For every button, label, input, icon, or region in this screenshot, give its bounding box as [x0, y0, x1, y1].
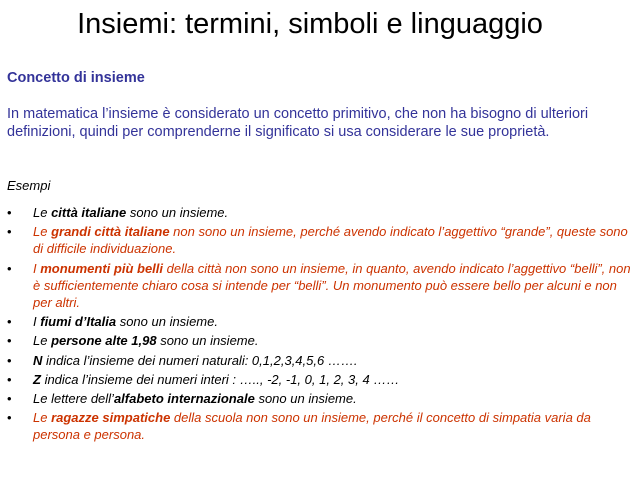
example-text: I [33, 314, 41, 330]
examples-list [7, 204, 632, 446]
example-item [7, 313, 632, 330]
example-term: città italiane [51, 205, 127, 220]
bullet-icon: • [7, 410, 12, 426]
bullet-icon: • [7, 205, 12, 220]
bullet-icon: • [7, 224, 12, 240]
example-text: I [33, 260, 41, 276]
bullet-icon: • [7, 391, 12, 407]
example-item [7, 352, 632, 369]
section-heading: Concetto di insieme [7, 70, 145, 86]
example-item [7, 390, 632, 407]
example-text: sono un insieme. [116, 314, 218, 330]
example-text: non sono un insieme, perché avendo indicato l’aggettivo “grande”, queste sono di difficile individuazione. [33, 224, 628, 257]
example-text: sono un insieme. [126, 205, 229, 220]
example-text: Le [33, 205, 52, 220]
example-item [7, 204, 632, 221]
example-text: Le lettere dell’ [33, 391, 114, 407]
bullet-icon: • [7, 333, 12, 349]
example-term: Z [33, 371, 41, 387]
example-text: sono un insieme. [156, 333, 259, 349]
slide-title: Insiemi: termini, simboli e linguaggio [77, 8, 543, 40]
example-term: monumenti più belli [40, 260, 164, 276]
example-text: della città non sono un insieme, in quanto, avendo indicato l’aggettivo “belli”, non è sufficientemente chiaro cosa si intende per “belli”. Un monumento può essere bello per alcuni e non per altri. [33, 260, 631, 311]
example-text: indica l’insieme dei numeri interi : ….., -2, -1, 0, 1, 2, 3, 4 …… [40, 371, 400, 387]
bullet-icon: • [7, 371, 12, 387]
example-term: alfabeto internazionale [113, 391, 255, 407]
example-text: sono un insieme. [254, 391, 357, 407]
intro-paragraph: In matematica l’insieme è considerato un concetto primitivo, che non ha bisogno di ulteriori definizioni, quindi per comprenderne il significato si usa considerare le sue proprietà. [7, 106, 589, 140]
example-term: ragazze simpatiche [51, 410, 171, 426]
bullet-icon: • [7, 260, 12, 276]
example-term: grandi città italiane [51, 224, 170, 240]
example-text: indica l’insieme dei numeri naturali: 0,1,2,3,4,5,6 ……. [42, 352, 358, 368]
example-term: N [33, 352, 43, 368]
example-item [7, 371, 632, 388]
example-text: della scuola non sono un insieme, perché il concetto di simpatia varia da persona e persona. [33, 410, 591, 443]
bullet-icon: • [7, 352, 12, 368]
example-item [7, 332, 632, 349]
example-item [7, 223, 632, 257]
example-text: Le [33, 333, 52, 349]
example-term: fiumi d’Italia [40, 314, 117, 330]
example-text: Le [33, 410, 52, 426]
example-item [7, 260, 632, 312]
example-item [7, 409, 632, 443]
example-term: persone alte 1,98 [51, 333, 157, 349]
examples-heading: Esempi [7, 178, 51, 193]
example-text: Le [33, 224, 52, 240]
bullet-icon: • [7, 314, 12, 330]
